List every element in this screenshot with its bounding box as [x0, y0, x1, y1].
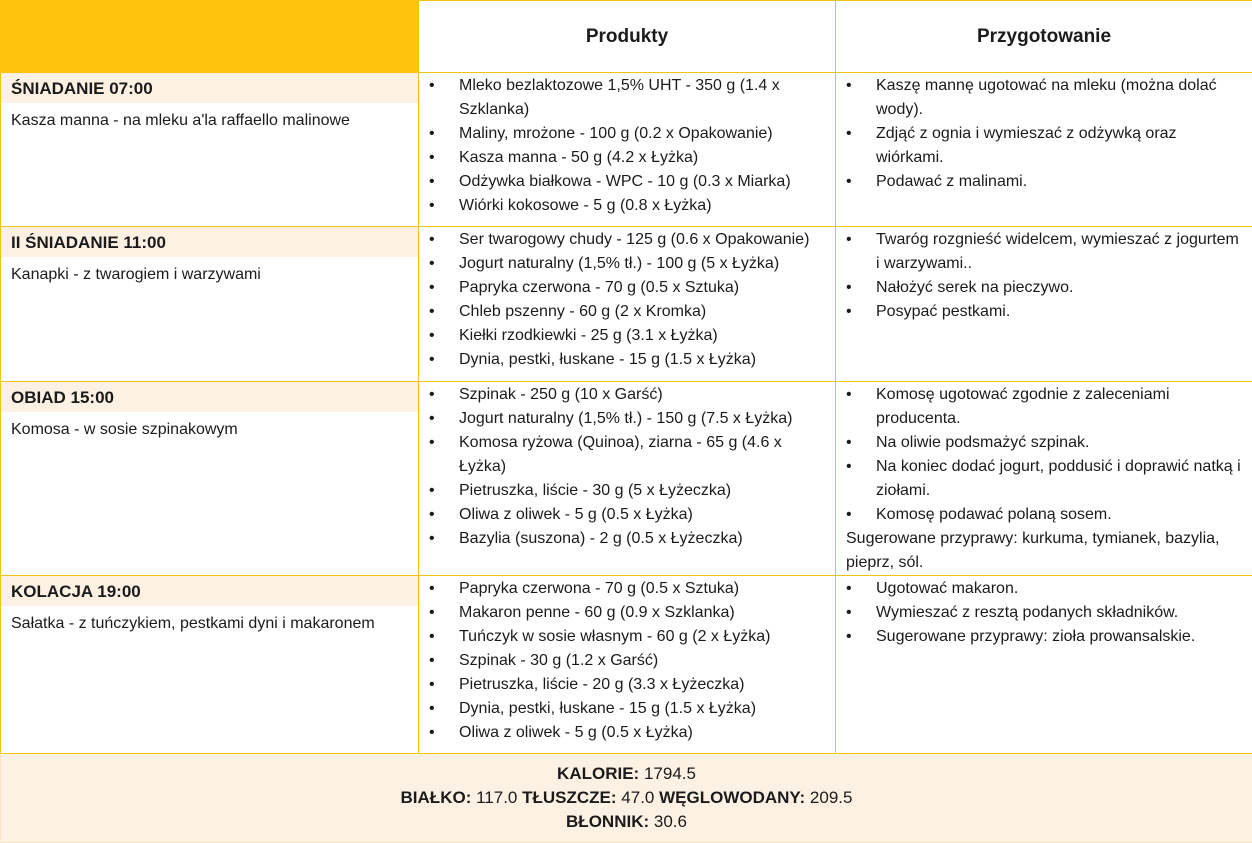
macros-line [1, 786, 1252, 810]
fat-label: TŁUSZCZE: [522, 788, 616, 807]
product-item: • Makaron penne - 60 g (0.9 x Szklanka) [419, 601, 835, 625]
step-item: • Podawać z malinami. [836, 170, 1252, 194]
step-item: • Zdjąć z ognia i wymieszać z odżywką oraz wiórkami. [836, 122, 1252, 170]
product-item: • Kasza manna - 50 g (4.2 x Łyżka) [419, 146, 835, 170]
calories-label: KALORIE: [557, 764, 639, 783]
preparation-cell [836, 382, 1252, 576]
steps-list [836, 74, 1252, 194]
seasoning-note: Sugerowane przyprawy: kurkuma, tymianek, bazylia, pieprz, sól. [836, 527, 1252, 575]
product-item: • Tuńczyk w sosie własnym - 60 g (2 x Łyżka) [419, 625, 835, 649]
fiber-line [1, 810, 1252, 834]
product-item: • Szpinak - 250 g (10 x Garść) [419, 383, 835, 407]
product-item: • Papryka czerwona - 70 g (0.5 x Sztuka) [419, 577, 835, 601]
products-cell [419, 382, 836, 576]
step-item: • Kaszę mannę ugotować na mleku (można dolać wody). [836, 74, 1252, 122]
product-item: • Komosa ryżowa (Quinoa), ziarna - 65 g (4.6 x Łyżka) [419, 431, 835, 479]
product-item: • Pietruszka, liście - 30 g (5 x Łyżeczka) [419, 479, 835, 503]
steps-list [836, 383, 1252, 527]
step-item: • Sugerowane przyprawy: zioła prowansalskie. [836, 625, 1252, 649]
steps-list [836, 577, 1252, 649]
meal-title: II ŚNIADANIE 11:00 [1, 227, 418, 257]
step-item: • Posypać pestkami. [836, 300, 1252, 324]
product-item: • Oliwa z oliwek - 5 g (0.5 x Łyżka) [419, 721, 835, 745]
step-item: • Na oliwie podsmażyć szpinak. [836, 431, 1252, 455]
products-cell [419, 73, 836, 227]
header-preparation: Przygotowanie [836, 1, 1252, 73]
fiber-label: BŁONNIK: [566, 812, 649, 831]
preparation-cell [836, 576, 1252, 754]
preparation-cell [836, 73, 1252, 227]
step-item: • Wymieszać z resztą podanych składników. [836, 601, 1252, 625]
meal-info-cell [1, 576, 419, 754]
meal-title: ŚNIADANIE 07:00 [1, 73, 418, 103]
nutrition-summary [1, 754, 1252, 843]
product-item: • Ser twarogowy chudy - 125 g (0.6 x Opakowanie) [419, 228, 835, 252]
meal-row [1, 576, 1252, 754]
product-item: • Szpinak - 30 g (1.2 x Garść) [419, 649, 835, 673]
meal-info-cell [1, 73, 419, 227]
protein-label: BIAŁKO: [401, 788, 472, 807]
products-list [419, 228, 835, 372]
products-list [419, 577, 835, 745]
product-item: • Pietruszka, liście - 20 g (3.3 x Łyżeczka) [419, 673, 835, 697]
products-list [419, 74, 835, 218]
preparation-cell [836, 227, 1252, 382]
product-item: • Dynia, pestki, łuskane - 15 g (1.5 x Łyżka) [419, 348, 835, 372]
meal-row [1, 73, 1252, 227]
meal-title: KOLACJA 19:00 [1, 576, 418, 606]
products-list [419, 383, 835, 551]
product-item: • Jogurt naturalny (1,5% tł.) - 100 g (5 x Łyżka) [419, 252, 835, 276]
step-item: • Twaróg rozgnieść widelcem, wymieszać z jogurtem i warzywami.. [836, 228, 1252, 276]
calories-value: 1794.5 [644, 764, 696, 783]
meal-row [1, 227, 1252, 382]
header-row [1, 1, 1252, 73]
product-item: • Odżywka białkowa - WPC - 10 g (0.3 x Miarka) [419, 170, 835, 194]
meal-name: Sałatka - z tuńczykiem, pestkami dyni i makaronem [1, 606, 418, 642]
product-item: • Bazylia (suszona) - 2 g (0.5 x Łyżeczka) [419, 527, 835, 551]
carbs-value: 209.5 [810, 788, 853, 807]
meal-name: Komosa - w sosie szpinakowym [1, 412, 418, 448]
summary-row [1, 754, 1252, 843]
product-item: • Oliwa z oliwek - 5 g (0.5 x Łyżka) [419, 503, 835, 527]
header-products: Produkty [419, 1, 836, 73]
steps-list [836, 228, 1252, 324]
product-item: • Papryka czerwona - 70 g (0.5 x Sztuka) [419, 276, 835, 300]
step-item: • Na koniec dodać jogurt, poddusić i doprawić natką i ziołami. [836, 455, 1252, 503]
meal-title: OBIAD 15:00 [1, 382, 418, 412]
product-item: • Maliny, mrożone - 100 g (0.2 x Opakowanie) [419, 122, 835, 146]
product-item: • Chleb pszenny - 60 g (2 x Kromka) [419, 300, 835, 324]
product-item: • Mleko bezlaktozowe 1,5% UHT - 350 g (1.4 x Szklanka) [419, 74, 835, 122]
meal-name: Kasza manna - na mleku a'la raffaello malinowe [1, 103, 418, 139]
products-cell [419, 576, 836, 754]
step-item: • Komosę podawać polaną sosem. [836, 503, 1252, 527]
protein-value: 117.0 [476, 788, 517, 807]
header-corner [1, 1, 419, 73]
product-item: • Wiórki kokosowe - 5 g (0.8 x Łyżka) [419, 194, 835, 218]
meal-row [1, 382, 1252, 576]
calories-line [1, 762, 1252, 786]
product-item: • Dynia, pestki, łuskane - 15 g (1.5 x Łyżka) [419, 697, 835, 721]
fiber-value: 30.6 [654, 812, 687, 831]
product-item: • Kiełki rzodkiewki - 25 g (3.1 x Łyżka) [419, 324, 835, 348]
meal-info-cell [1, 382, 419, 576]
meal-name: Kanapki - z twarogiem i warzywami [1, 257, 418, 293]
fat-value: 47.0 [621, 788, 654, 807]
products-cell [419, 227, 836, 382]
meal-info-cell [1, 227, 419, 382]
step-item: • Nałożyć serek na pieczywo. [836, 276, 1252, 300]
carbs-label: WĘGLOWODANY: [659, 788, 805, 807]
product-item: • Jogurt naturalny (1,5% tł.) - 150 g (7.5 x Łyżka) [419, 407, 835, 431]
step-item: • Ugotować makaron. [836, 577, 1252, 601]
step-item: • Komosę ugotować zgodnie z zaleceniami producenta. [836, 383, 1252, 431]
